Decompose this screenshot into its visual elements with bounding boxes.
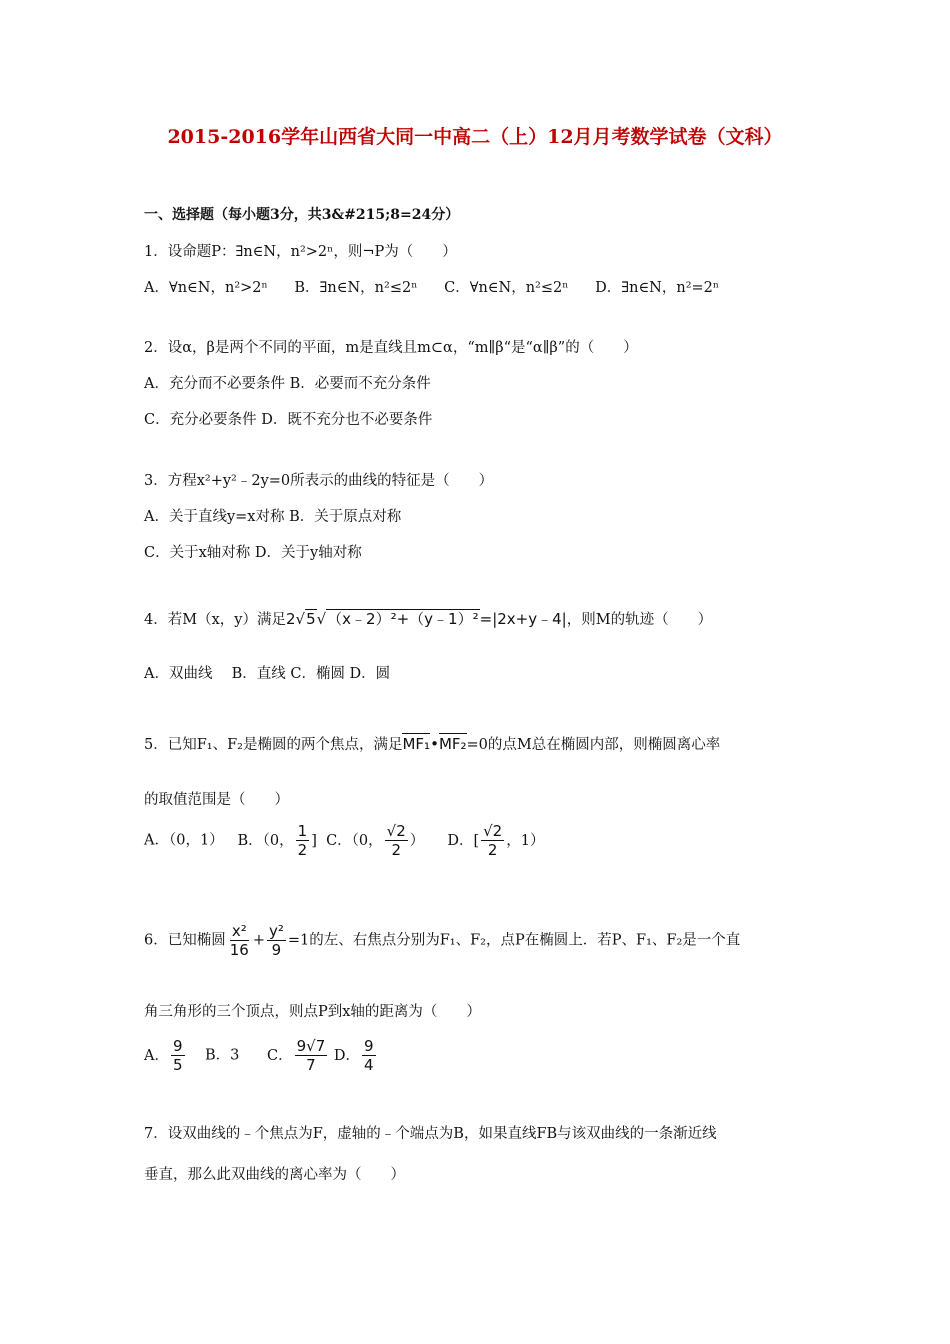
q2-options-ab: A．充分而不必要条件 B．必要而不充分条件 <box>144 376 431 392</box>
q6-prefix: 6．已知椭圆 <box>144 932 226 949</box>
q6-options <box>144 1037 378 1074</box>
q5-options <box>144 822 544 859</box>
q1-option-c: C．∀n∈N，n²≤2ⁿ <box>444 280 569 296</box>
q6-option-b: B．3 <box>204 1047 240 1064</box>
question-2-stem: 2．设α，β是两个不同的平面，m是直线且m⊂α，“m∥β“是“α∥β”的（ ） <box>144 340 638 356</box>
q6-option-c: C． $\frac{9√7}{7}$ <box>267 1037 326 1074</box>
q5-suffix: =0的点M总在椭圆内部，则椭圆离心率 <box>466 737 721 753</box>
q5-option-a: A．（0，1） <box>144 832 224 849</box>
q1-option-d: D．∃n∈N，n²=2ⁿ <box>595 280 720 296</box>
q4-coef: 2 <box>285 610 296 628</box>
question-1-stem: 1．设命题P：∃n∈N，n²>2ⁿ，则¬P为（ ） <box>144 244 457 260</box>
q5-option-d: D．[ $\frac{√2}{2}$ ，1） <box>447 822 545 859</box>
question-4-stem <box>144 608 712 629</box>
q5-vector-mf1: MF₁ <box>402 735 431 753</box>
question-5-stem: 5．已知F₁、F₂是椭圆的两个焦点，满足MF₁•MF₂=0的点M总在椭圆内部，则椭圆离心率 <box>144 735 721 753</box>
q1-option-a: A．∀n∈N，n²>2ⁿ <box>144 280 268 296</box>
q6-fraction-y: $\frac{\text{y²}}{9}$ <box>268 922 284 959</box>
q1-option-b: B．∃n∈N，n²≤2ⁿ <box>294 280 418 296</box>
q5-option-c: C．（0， $\frac{√2}{2}$ ） <box>326 822 425 859</box>
q5-d-fraction: $\frac{√2}{2}$ <box>483 822 503 859</box>
question-7-stem: 7．设双曲线的﹣个焦点为F，虚轴的﹣个端点为B，如果直线FB与该双曲线的一条渐近线 <box>144 1126 717 1142</box>
question-6-stem <box>144 922 740 959</box>
q5-b-fraction: $\frac{1}{2}$ <box>297 822 308 859</box>
q4-coef-sqrt: √5 <box>295 610 316 628</box>
q6-option-d: D． $\frac{9}{4}$ <box>333 1037 374 1074</box>
q3-options-cd: C．关于x轴对称 D．关于y轴对称 <box>144 545 362 561</box>
q6-option-a: A． $\frac{9}{5}$ <box>144 1037 183 1074</box>
q6-plus: + <box>252 932 265 949</box>
q4-abs: |2x+y﹣4| <box>492 610 567 628</box>
exam-title: 2015-2016学年山西省大同一中高二（上）12月月考数学试卷（文科） <box>167 126 783 148</box>
q4-radicand: （x﹣2）²+（y﹣1）² <box>327 610 479 628</box>
question-3-stem: 3．方程x²+y²﹣2y=0所表示的曲线的特征是（ ） <box>144 473 494 489</box>
question-1-options <box>144 276 741 297</box>
q5-c-fraction: $\frac{√2}{2}$ <box>386 822 406 859</box>
q5-stem-line2: 的取值范围是（ ） <box>144 792 289 808</box>
q5-vector-mf2: MF₂ <box>438 735 467 753</box>
q4-equation: 2√5√（x﹣2）²+（y﹣1）²=|2x+y﹣4| <box>285 610 567 628</box>
section-heading: 一、选择题（每小题3分，共3&#215;8=24分） <box>144 207 460 223</box>
q2-options-cd: C．充分必要条件 D．既不充分也不必要条件 <box>144 412 433 428</box>
q6-fraction-x: $\frac{\text{x²}}{16}$ <box>229 922 249 959</box>
q4-suffix: ，则M的轨迹（ ） <box>566 612 713 628</box>
q5-option-b: B．（0， $\frac{1}{2}$ ] <box>237 822 317 859</box>
q4-coef-radicand: 5 <box>306 610 316 628</box>
q4-prefix: 4．若M（x，y）满足 <box>144 612 286 628</box>
q6-stem-line2: 角三角形的三个顶点，则点P到x轴的距离为（ ） <box>144 1004 481 1020</box>
q4-main-sqrt: √（x﹣2）²+（y﹣1）² <box>316 610 479 628</box>
q3-options-ab: A．关于直线y=x对称 B．关于原点对称 <box>144 509 402 525</box>
q7-stem-line2: 垂直，那么此双曲线的离心率为（ ） <box>144 1167 405 1183</box>
q6-suffix: =1的左、右焦点分别为F₁、F₂，点P在椭圆上．若P、F₁、F₂是一个直 <box>287 932 741 949</box>
q5-prefix: 5．已知F₁、F₂是椭圆的两个焦点，满足 <box>144 737 403 753</box>
q4-options: A．双曲线 B．直线 C．椭圆 D．圆 <box>144 666 391 682</box>
